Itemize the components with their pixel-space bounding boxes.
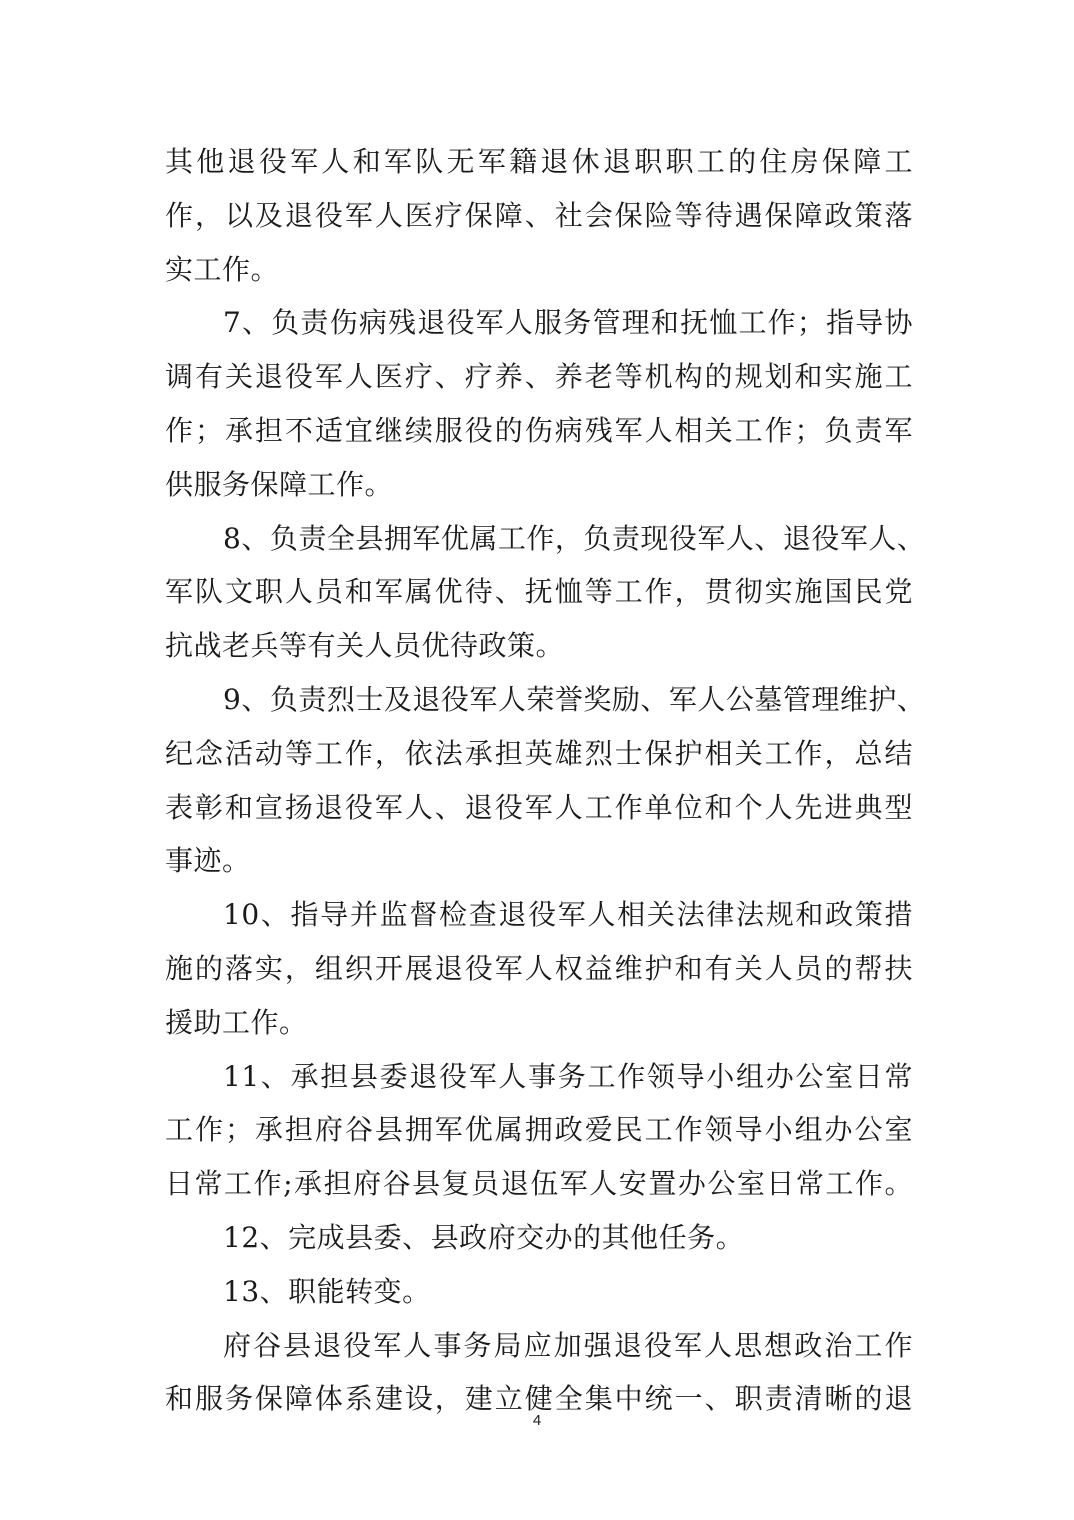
text-line: 纪念活动等工作，依法承担英雄烈士保护相关工作，总结 (165, 736, 913, 770)
paragraph-11-start: 11、承担县委退役军人事务工作领导小组办公室日常 (223, 1059, 913, 1093)
paragraph-10-start: 10、指导并监督检查退役军人相关法律法规和政策措 (223, 898, 913, 932)
text-line: 工作；承担府谷县拥军优属拥政爱民工作领导小组办公室 (165, 1113, 913, 1147)
text-line: 援助工作。 (165, 1005, 308, 1039)
paragraph-13-body-start: 府谷县退役军人事务局应加强退役军人思想政治工作 (223, 1328, 913, 1362)
text-line: 和服务保障体系建设，建立健全集中统一、职责清晰的退 (165, 1382, 913, 1416)
text-line: 供服务保障工作。 (165, 467, 394, 501)
paragraph-12: 12、完成县委、县政府交办的其他任务。 (223, 1220, 745, 1254)
paragraph-13: 13、职能转变。 (223, 1274, 431, 1308)
text-line: 抗战老兵等有关人员优待政策。 (165, 629, 565, 663)
paragraph-9-start: 9、负责烈士及退役军人荣誉奖励、军人公墓管理维护、 (223, 682, 926, 716)
text-line: 日常工作;承担府谷县复员退伍军人安置办公室日常工作。 (165, 1167, 913, 1201)
text-line: 其他退役军人和军队无军籍退休退职职工的住房保障工 (165, 145, 913, 178)
text-line: 实工作。 (165, 252, 280, 286)
paragraph-8-start: 8、负责全县拥军优属工作，负责现役军人、退役军人、 (223, 521, 926, 555)
text-line: 作，以及退役军人医疗保障、社会保险等待遇保障政策落 (165, 198, 913, 232)
text-line: 表彰和宣扬退役军人、退役军人工作单位和个人先进典型 (165, 790, 913, 824)
text-line: 事迹。 (165, 844, 251, 878)
text-line: 军队文职人员和军属优待、抚恤等工作，贯彻实施国民党 (165, 575, 913, 609)
text-line: 作；承担不适宜继续服役的伤病残军人相关工作；负责军 (165, 413, 913, 447)
paragraph-7-start: 7、负责伤病残退役军人服务管理和抚恤工作；指导协 (223, 306, 913, 340)
page-number: 4 (532, 1412, 542, 1429)
text-line: 调有关退役军人医疗、疗养、养老等机构的规划和实施工 (165, 360, 913, 394)
body-text (165, 140, 926, 1431)
text-line: 施的落实，组织开展退役军人权益维护和有关人员的帮扶 (165, 951, 913, 985)
